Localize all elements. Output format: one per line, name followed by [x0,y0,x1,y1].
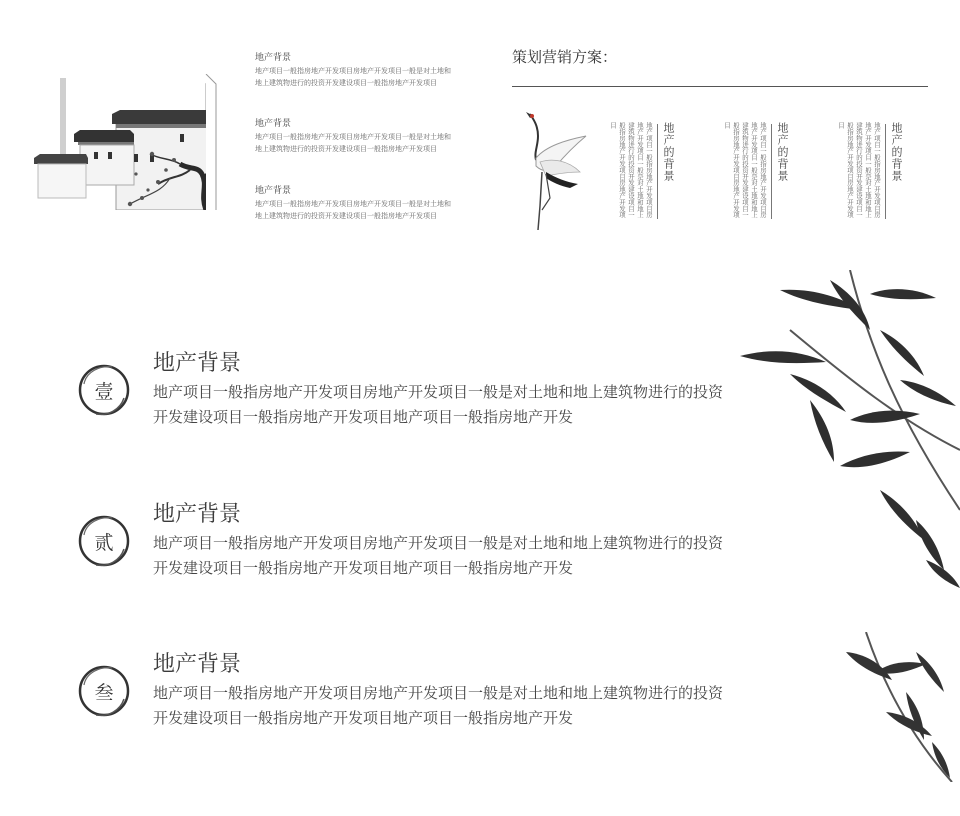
plan-title: 策划营销方案： [512,48,618,66]
seal-character: 叁 [94,681,114,704]
crane-illustration [516,106,596,232]
background-block-text: 地产项目一般指房地产开发项目房地产开发项目一般是对土地和地上建筑物进行的投资开发建设项目一般指房地产开发项目 [255,200,451,220]
background-block-text: 地产项目一般指房地产开发项目房地产开发项目一般是对土地和地上建筑物进行的投资开发建设项目一般指房地产开发项目 [255,67,451,87]
item-text: 地产项目一般指房地产开发项目房地产开发项目一般是对土地和地上建筑物进行的投资开发建设项目一般指房地产开发项目地产项目一般指房地产开发 [153,684,724,727]
background-block-1 [255,52,455,89]
item-title: 地产背景 [153,652,242,677]
seal-character: 贰 [94,531,114,554]
plan-column-heading: 地产的背景 [776,122,789,182]
plan-column-1 [608,122,674,232]
bamboo-illustration-lower [846,632,956,782]
plan-column-heading: 地产的背景 [662,122,675,182]
plan-column-text: 地产项目一般指房地产开发项目房地产开发项目一般是对土地和地上建筑物进行的投资开发建设项目一般指房地产开发项目房地产开发项目 [723,122,767,218]
plan-column-rule [657,124,658,219]
plan-column-text: 地产项目一般指房地产开发项目房地产开发项目一般是对土地和地上建筑物进行的投资开发建设项目一般指房地产开发项目房地产开发项目 [837,122,881,218]
ink-house-illustration [30,74,220,210]
plan-column-3 [836,122,902,232]
background-block-title: 地产背景 [255,53,292,63]
item-title: 地产背景 [153,351,242,376]
background-block-title: 地产背景 [255,186,292,196]
seal-character: 壹 [94,380,114,403]
item-title: 地产背景 [153,502,242,527]
plan-column-heading: 地产的背景 [890,122,903,182]
item-text: 地产项目一般指房地产开发项目房地产开发项目一般是对土地和地上建筑物进行的投资开发建设项目一般指房地产开发项目地产项目一般指房地产开发 [153,383,724,426]
plan-column-rule [885,124,886,219]
background-block-3 [255,185,455,222]
plan-divider [512,86,928,87]
list-item-2 [76,501,736,591]
bamboo-illustration [730,270,960,610]
background-block-text: 地产项目一般指房地产开发项目房地产开发项目一般是对土地和地上建筑物进行的投资开发建设项目一般指房地产开发项目 [255,133,451,153]
item-text: 地产项目一般指房地产开发项目房地产开发项目一般是对土地和地上建筑物进行的投资开发建设项目一般指房地产开发项目地产项目一般指房地产开发 [153,534,724,577]
background-block-2 [255,118,455,155]
background-block-title: 地产背景 [255,119,292,129]
plan-column-text: 地产项目一般指房地产开发项目房地产开发项目一般是对土地和地上建筑物进行的投资开发建设项目一般指房地产开发项目房地产开发项目 [609,122,653,218]
plan-column-rule [771,124,772,219]
list-item-3 [76,651,736,741]
plan-column-2 [722,122,788,232]
list-item-1 [76,350,736,440]
